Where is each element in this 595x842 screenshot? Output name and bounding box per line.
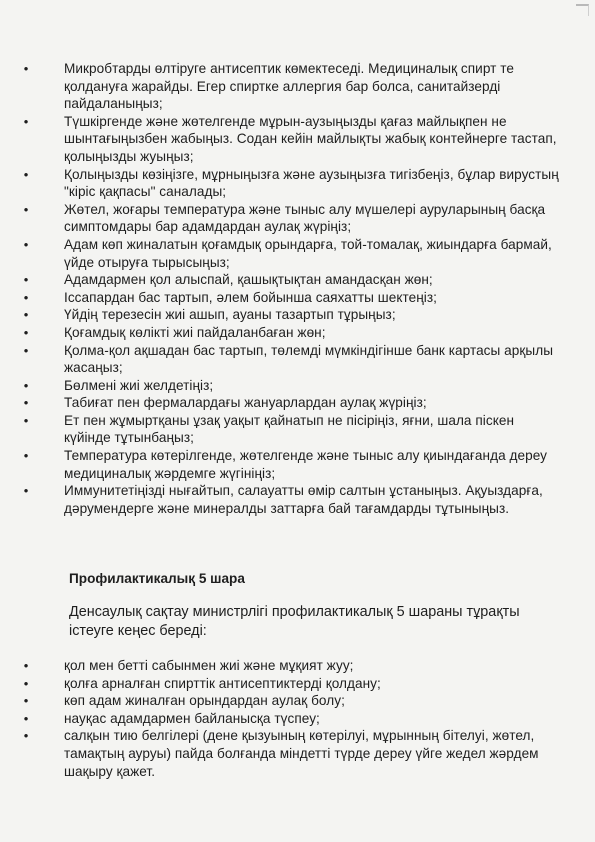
list-item-text: Табиғат пен фермалардағы жануарлардан аулақ жүріңіз; xyxy=(64,395,427,411)
list-item xyxy=(20,60,560,113)
bullet-icon: • xyxy=(23,113,29,129)
bullet-icon: • xyxy=(23,377,29,393)
list-item-text: науқас адамдармен байланысқа түспеу; xyxy=(64,710,320,726)
list-item-text: Бөлмені жиі желдетіңіз; xyxy=(64,377,214,393)
list-item-text: Ет пен жұмыртқаны ұзақ уақыт қайнатып не пісіріңіз, яғни, шала піскен күйінде тұтынбаңыз; xyxy=(64,412,515,446)
list-item xyxy=(20,324,560,342)
list-item xyxy=(20,166,560,201)
bullet-icon: • xyxy=(23,710,29,726)
list-item xyxy=(20,394,560,412)
bullet-icon: • xyxy=(23,483,29,499)
list-item-text: Іссапардан бас тартып, әлем бойынша саяхатты шектеңіз; xyxy=(64,289,437,305)
bullet-icon: • xyxy=(23,675,29,691)
list-item-text: қол мен бетті сабынмен жиі және мұқият жуу; xyxy=(64,658,354,673)
list-item xyxy=(20,710,560,728)
list-item xyxy=(20,342,560,377)
list-item xyxy=(20,657,560,675)
list-item-text: Адамдармен қол алыспай, қашықтықтан амандасқан жөн; xyxy=(64,272,433,288)
list-item-text: Иммунитетіңізді нығайтып, салауатты өмір салтын ұстаныңыз. Ақуыздарға, дәрумендерге және минералды заттарға бай тағамдарды тұтыныңыз. xyxy=(64,483,543,516)
bullet-icon: • xyxy=(23,166,29,182)
bullet-icon: • xyxy=(23,395,29,411)
list-item xyxy=(20,447,560,482)
bullet-icon: • xyxy=(23,236,29,252)
intro-paragraph: Денсаулық сақтау министрлігі профилактикалық 5 шараны тұрақты істеуге кеңес береді: xyxy=(69,604,520,639)
bullet-icon: • xyxy=(23,61,29,76)
bullet-icon: • xyxy=(23,412,29,428)
measures-list xyxy=(20,657,560,780)
list-item xyxy=(20,482,560,517)
list-item xyxy=(20,236,560,271)
list-item-text: салқын тию белгілері (дене қызуының көтерілуі, мұрынның бітелуі, жөтел, тамақтың ауруы) пайда болғанда міндетті түрде дереу үйге жедел жәрдем шақыру қажет. xyxy=(64,728,539,779)
list-item xyxy=(20,113,560,166)
bullet-icon: • xyxy=(23,307,29,323)
precautions-list xyxy=(20,60,560,517)
list-item-text: Қоғамдық көлікті жиі пайдаланбаған жөн; xyxy=(64,324,326,340)
list-item xyxy=(20,377,560,395)
list-item-text: Қолыңызды көзіңізге, мұрныңызға және аузыңызға тигізбеңіз, бұлар вирустың "кіріс қақпасы" саналады; xyxy=(64,166,559,200)
list-item-text: көп адам жиналған орындардан аулақ болу; xyxy=(64,693,345,709)
section-title: Профилактикалық 5 шара xyxy=(69,571,245,586)
bullet-icon: • xyxy=(23,201,29,217)
list-item-text: қолға арналған спирттік антисептиктерді қолдану; xyxy=(64,675,381,691)
list-item-text: Түшкіргенде және жөтелгенде мұрын-аузыңызды қағаз майлықпен не шынтағыңызбен жабыңыз. Содан кейін майлықты жабық контейнерге тастап, қолыңызды жуыңыз; xyxy=(64,113,557,164)
list-item-text: Жөтел, жоғары температура және тыныс алу мүшелері ауруларының басқа симптомдары бар адамдардан аулақ жүріңіз; xyxy=(64,201,546,235)
list-item-text: Қолма-қол ақшадан бас тартып, төлемді мүмкіндігінше банк картасы арқылы жасаңыз; xyxy=(64,342,554,376)
list-item xyxy=(20,675,560,693)
bullet-icon: • xyxy=(23,289,29,305)
list-item xyxy=(20,306,560,324)
list-item-text: Үйдің терезесін жиі ашып, ауаны тазартып тұрыңыз; xyxy=(64,307,396,323)
list-item-text: Температура көтерілгенде, жөтелгенде және тыныс алу қиындағанда дереу медициналық жәрдемге жүгініңіз; xyxy=(64,448,548,481)
list-item xyxy=(20,692,560,710)
bullet-icon: • xyxy=(23,342,29,358)
list-item xyxy=(20,412,560,447)
list-item-text: Адам көп жиналатын қоғамдық орындарға, той-томалақ, жиындарға бармай, үйде отыруға тырысыңыз; xyxy=(64,236,552,270)
list-item xyxy=(20,727,560,780)
bullet-icon: • xyxy=(23,693,29,709)
bullet-icon: • xyxy=(23,658,29,673)
scan-corner-mark xyxy=(576,4,589,16)
bullet-icon: • xyxy=(23,448,29,464)
bullet-icon: • xyxy=(23,324,29,340)
list-item xyxy=(20,271,560,289)
list-item xyxy=(20,289,560,307)
bullet-icon: • xyxy=(23,728,29,744)
bullet-icon: • xyxy=(23,272,29,288)
list-item-text: Микробтарды өлтіруге антисептик көмектеседі. Медициналық спирт те қолдануға жарайды. Егер спиртке аллергия бар болса, санитайзерді пайдаланыңыз; xyxy=(64,61,514,112)
list-item xyxy=(20,201,560,236)
